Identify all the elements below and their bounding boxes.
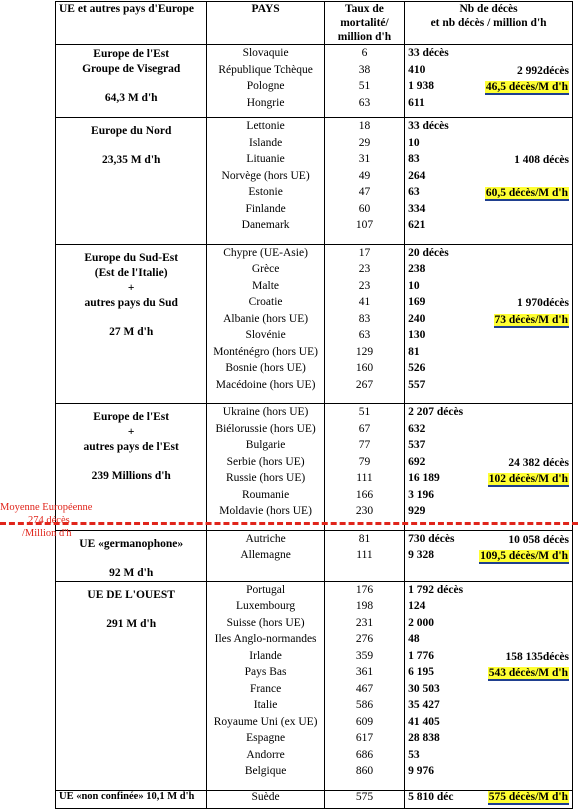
death-count: 537: [408, 439, 426, 451]
region-population: 92 M d'h: [109, 566, 154, 579]
death-count: 81: [408, 345, 420, 358]
mortality-rate: 31: [358, 153, 371, 165]
region-population: 23,35 M d'h: [101, 154, 161, 166]
group-total-deaths: 158 135décès: [505, 650, 569, 663]
group-row: [56, 581, 573, 790]
country-name: Hongrie: [246, 96, 285, 109]
death-count: 6 195: [408, 666, 434, 678]
region-name: +: [127, 426, 135, 438]
group-total-deaths: 2 992décès: [516, 64, 569, 77]
death-count: 124: [408, 600, 426, 612]
region-cell: [56, 581, 207, 790]
region-population: 239 Millions d'h: [91, 470, 171, 482]
region-name: Europe de l'Est: [93, 48, 170, 60]
mortality-rate-cell: [324, 404, 404, 531]
mortality-rate: 23: [358, 279, 371, 292]
region-name: Europe du Nord: [91, 125, 172, 137]
mortality-rate: 111: [356, 549, 373, 561]
group-total-deaths: 24 382 décès: [508, 456, 569, 469]
region-name: autres pays de l'Est: [83, 441, 179, 453]
country-name: Moldavie (hors UE): [219, 505, 312, 517]
country-name: Bosnie (hors UE): [225, 362, 306, 374]
group-deaths-per-million: 102 décès/M d'h: [488, 473, 568, 485]
group-total-deaths: 10 058 décès: [508, 533, 569, 546]
mortality-rate: 83: [358, 312, 371, 325]
country-name: Slovaquie: [242, 47, 289, 59]
death-count: 730 décès: [408, 532, 455, 545]
country-name: Suisse (hors UE): [226, 616, 305, 629]
death-count: 9 976: [408, 765, 434, 777]
region-cell: [56, 118, 207, 245]
mortality-rate: 359: [355, 649, 374, 662]
mortality-rate: 231: [355, 616, 374, 629]
header-region: UE et autres pays d'Europe: [56, 2, 207, 45]
death-count-cell: [405, 530, 573, 581]
mortality-rate: 17: [358, 246, 371, 259]
death-count: 526: [408, 362, 426, 374]
region-name: autres pays du Sud: [84, 296, 178, 309]
country-name: Russie (hors UE): [225, 472, 306, 484]
sweden-row: [56, 790, 573, 808]
sweden-deaths: 5 810 déc 575 décès/M d'h: [405, 790, 573, 808]
region-name: UE «germanophone»: [79, 537, 184, 550]
country-name: Ukraine (hors UE): [222, 406, 309, 418]
mortality-rate: 49: [358, 169, 371, 182]
country-name: Macédoine (hors UE): [215, 378, 316, 391]
group-row: [56, 45, 573, 118]
country-name: Islande: [248, 136, 283, 149]
country-name: Lituanie: [246, 153, 285, 165]
mortality-rate: 361: [355, 666, 374, 678]
mortality-rate: 198: [355, 600, 374, 612]
country-name: Pologne: [246, 80, 285, 92]
death-count: 611: [408, 96, 425, 109]
country-name-cell: [207, 530, 324, 581]
sweden-region: UE «non confinée» 10,1 M d'h: [56, 790, 207, 808]
death-count: 1 792 décès: [408, 583, 464, 596]
mortality-rate-cell: [324, 530, 404, 581]
mortality-rate-cell: [324, 118, 404, 245]
mortality-rate: 81: [358, 532, 371, 545]
death-count: 33 décès: [408, 47, 449, 59]
region-name: (Est de l'Italie): [94, 266, 168, 279]
death-count: 929: [408, 505, 426, 517]
header-country: PAYS: [207, 2, 324, 45]
region-cell: [56, 45, 207, 118]
country-name: Lettonie: [246, 120, 285, 132]
region-population: 27 M d'h: [109, 325, 154, 338]
country-name-cell: [207, 404, 324, 531]
mortality-rate-cell: [324, 581, 404, 790]
death-count: 621: [408, 219, 426, 231]
mortality-rate: 29: [358, 136, 371, 149]
country-name: Bulgarie: [245, 439, 286, 451]
country-name: Serbie (hors UE): [226, 455, 305, 468]
group-deaths-per-million: 543 décès/M d'h: [488, 667, 568, 679]
mortality-rate: 107: [355, 219, 374, 231]
death-count: 16 189: [408, 472, 440, 484]
mortality-rate: 111: [356, 472, 373, 484]
country-name-cell: [207, 244, 324, 404]
country-name: Monténégro (hors UE): [213, 345, 318, 358]
group-total-deaths: 1 970décès: [516, 297, 569, 309]
region-name: UE DE L'OUEST: [87, 588, 175, 601]
mortality-rate: 609: [355, 715, 374, 728]
country-name: Espagne: [246, 732, 286, 744]
sweden-country: Suède: [207, 790, 324, 808]
european-average-line: [0, 522, 578, 525]
country-name: Finlande: [245, 202, 286, 215]
mortality-rate: 23: [358, 263, 371, 275]
mortality-rate: 63: [358, 96, 371, 109]
death-count: 238: [408, 263, 426, 275]
group-row: [56, 244, 573, 404]
death-count: 1 938: [408, 80, 434, 92]
mortality-rate: 6: [361, 47, 368, 59]
mortality-rate: 230: [355, 505, 374, 517]
death-count: 48: [408, 633, 420, 645]
group-row: [56, 530, 573, 581]
mortality-rate: 686: [355, 748, 374, 761]
sweden-rate: 575: [324, 790, 404, 808]
death-count: 53: [408, 748, 420, 761]
mortality-rate: 18: [358, 120, 371, 132]
death-count: 63: [408, 186, 420, 198]
mortality-rate: 79: [358, 455, 371, 468]
country-name: Belgique: [244, 765, 287, 777]
country-name: Irlande: [249, 649, 282, 662]
mortality-rate: 51: [358, 406, 371, 418]
death-count: 10: [408, 279, 420, 292]
header-rate: Taux de mortalité/ million d'h: [324, 2, 404, 45]
death-count-cell: [405, 404, 573, 531]
country-name: Norvège (hors UE): [221, 169, 310, 182]
country-name: Biélorussie (hors UE): [215, 422, 316, 435]
group-deaths-per-million: 73 décès/M d'h: [494, 313, 568, 326]
country-name-cell: [207, 45, 324, 118]
country-name: Pays Bas: [244, 666, 287, 678]
mortality-rate: 467: [355, 682, 374, 695]
death-count: 35 427: [408, 699, 440, 711]
country-name: Luxembourg: [235, 600, 296, 612]
death-count-cell: [405, 118, 573, 245]
region-population: 291 M d'h: [106, 617, 157, 630]
country-name: République Tchèque: [218, 63, 313, 76]
mortality-rate-cell: [324, 244, 404, 404]
mortality-rate: 51: [358, 80, 371, 92]
death-count: 334: [408, 202, 426, 215]
mortality-rate: 67: [358, 422, 371, 435]
death-count-cell: [405, 581, 573, 790]
mortality-rate: 176: [355, 583, 374, 596]
european-average-label: Moyenne Européenne 274 décès /Million d'h: [0, 502, 93, 539]
country-name: Iles Anglo-normandes: [214, 633, 317, 645]
region-name: Europe de l'Est: [93, 411, 170, 423]
country-name: Albanie (hors UE): [223, 312, 309, 325]
country-name: Royaume Uni (ex UE): [213, 715, 318, 728]
country-name: Grèce: [251, 263, 280, 275]
death-count: 130: [408, 329, 426, 341]
death-count: 33 décès: [408, 120, 449, 132]
country-name: Danemark: [241, 219, 290, 231]
mortality-rate: 160: [355, 362, 374, 374]
region-cell: [56, 244, 207, 404]
mortality-rate: 166: [355, 488, 374, 501]
group-deaths-per-million: 46,5 décès/M d'h: [485, 81, 568, 93]
country-name: Malte: [252, 279, 279, 292]
death-count: 169: [408, 296, 426, 308]
mortality-rate: 129: [355, 345, 374, 358]
death-count-cell: [405, 45, 573, 118]
country-name: Allemagne: [240, 549, 291, 561]
header-deaths: Nb de décès et nb décès / million d'h: [405, 2, 573, 45]
death-count: 692: [408, 455, 426, 468]
death-count: 240: [408, 312, 426, 325]
mortality-rate: 267: [355, 378, 374, 391]
mortality-rate: 41: [358, 296, 371, 308]
country-name: Portugal: [246, 583, 286, 596]
country-name: Andorre: [246, 748, 285, 761]
death-count: 3 196: [408, 488, 434, 501]
group-deaths-per-million: 60,5 décès/M d'h: [485, 187, 568, 199]
mortality-rate: 60: [358, 202, 371, 215]
death-count: 264: [408, 169, 426, 182]
country-name: Roumanie: [241, 488, 290, 501]
group-row: [56, 404, 573, 531]
country-name: Autriche: [245, 532, 286, 545]
death-count: 410: [408, 63, 426, 76]
region-name: Groupe de Visegrad: [82, 63, 181, 75]
death-count: 41 405: [408, 715, 440, 728]
death-count: 20 décès: [408, 246, 449, 259]
sweden-per-million: 575 décès/M d'h: [488, 790, 568, 803]
mortality-rate-cell: [324, 45, 404, 118]
country-name: Italie: [253, 699, 278, 711]
mortality-rate: 77: [358, 439, 371, 451]
mortality-rate: 63: [358, 329, 371, 341]
death-count: 632: [408, 422, 426, 435]
country-name: Chypre (UE-Asie): [223, 246, 308, 259]
death-count: 557: [408, 378, 426, 391]
group-deaths-per-million: 109,5 décès/M d'h: [480, 550, 568, 562]
header-row: [56, 2, 573, 45]
mortality-rate: 276: [355, 633, 374, 645]
country-name: Estonie: [248, 186, 283, 198]
country-name-cell: [207, 118, 324, 245]
death-count: 10: [408, 136, 420, 149]
country-name: Slovénie: [245, 329, 286, 341]
death-count: 1 776: [408, 649, 434, 662]
country-name-cell: [207, 581, 324, 790]
country-name: Croatie: [248, 296, 283, 308]
mortality-rate: 38: [358, 63, 371, 76]
country-name: France: [249, 682, 282, 695]
mortality-rate: 617: [355, 732, 374, 744]
region-name: Europe du Sud-Est: [84, 251, 179, 264]
mortality-rate: 47: [358, 186, 371, 198]
death-count: 2 207 décès: [408, 406, 464, 418]
mortality-rate: 860: [355, 765, 374, 777]
death-count: 83: [408, 153, 420, 165]
mortality-rate: 586: [355, 699, 374, 711]
mortality-table: [55, 1, 573, 809]
death-count-cell: [405, 244, 573, 404]
death-count: 30 503: [408, 682, 440, 695]
death-count: 9 328: [408, 549, 434, 561]
region-name: +: [127, 281, 135, 294]
death-count: 28 838: [408, 732, 440, 744]
region-population: 64,3 M d'h: [104, 92, 158, 104]
group-row: [56, 118, 573, 245]
death-count: 2 000: [408, 616, 434, 629]
group-total-deaths: 1 408 décès: [514, 154, 569, 166]
